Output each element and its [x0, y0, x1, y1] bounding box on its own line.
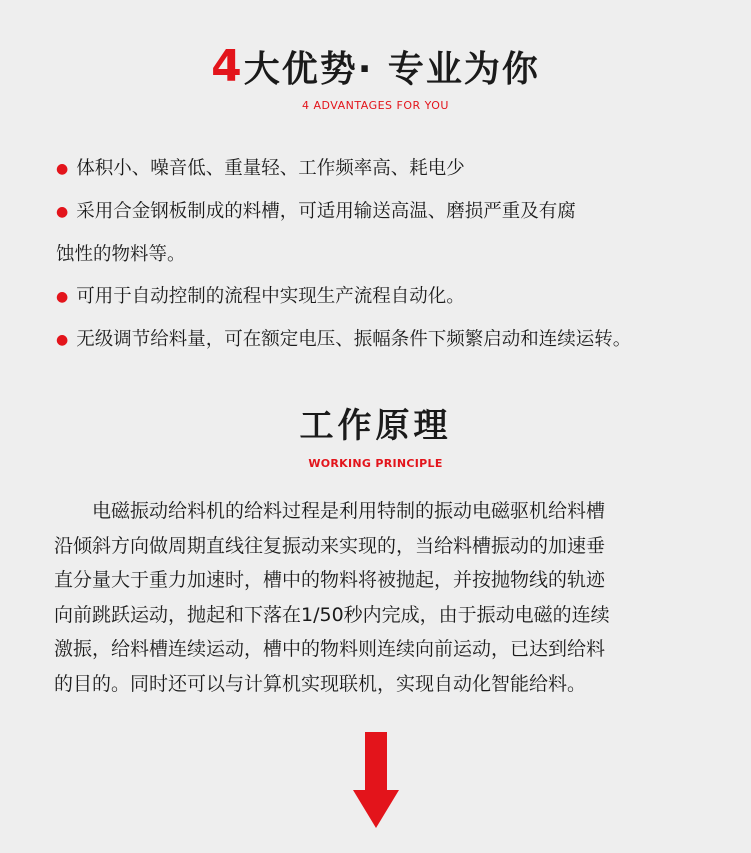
advantage-text: 可用于自动控制的流程中实现生产流程自动化。 [76, 286, 465, 307]
advantages-list [56, 148, 736, 362]
advantage-item [56, 319, 736, 362]
down-arrow-icon [352, 732, 400, 828]
advantage-text: 采用合金钢板制成的料槽，可适用输送高温、磨损严重及有腐 [76, 201, 576, 222]
paragraph-line: 直分量大于重力加速时，槽中的物料将被抛起，并按抛物线的轨迹 [54, 569, 606, 591]
paragraph-line: 激振，给料槽连续运动，槽中的物料则连续向前运动，已达到给料 [54, 638, 606, 660]
principle-title: 工作原理 [299, 406, 452, 446]
principle-paragraph [54, 494, 704, 701]
advantages-subtitle: 4 ADVANTAGES FOR YOU [302, 99, 449, 112]
bullet-icon: ● [56, 204, 69, 220]
advantage-text: 体积小、噪音低、重量轻、工作频率高、耗电少 [76, 158, 465, 179]
advantages-title [0, 40, 751, 97]
bullet-icon: ● [56, 289, 69, 305]
paragraph-line: 的目的。同时还可以与计算机实现联机，实现自动化智能给料。 [54, 672, 587, 695]
paragraph-line: 沿倾斜方向做周期直线往复振动来实现的，当给料槽振动的加速垂 [54, 534, 606, 557]
advantage-item [56, 276, 736, 319]
paragraph-line: 电磁振动给料机的给料过程是利用特制的振动电磁驱机给料槽 [92, 500, 606, 522]
advantages-title-number: 4 [211, 41, 244, 92]
advantage-text: 无级调节给料量，可在额定电压、振幅条件下频繁启动和连续运转。 [76, 329, 632, 350]
paragraph-line: 向前跳跃运动，抛起和下落在1/50秒内完成，由于振动电磁的连续 [54, 603, 610, 626]
advantage-item [56, 148, 736, 191]
principle-subtitle: WORKING PRINCIPLE [308, 457, 443, 470]
bullet-icon: ● [56, 332, 69, 348]
advantage-continuation: 蚀性的物料等。 [56, 244, 186, 265]
bullet-icon: ● [56, 161, 69, 177]
advantage-item [56, 191, 736, 234]
advantages-title-text: 大优势· 专业为你 [243, 49, 540, 90]
